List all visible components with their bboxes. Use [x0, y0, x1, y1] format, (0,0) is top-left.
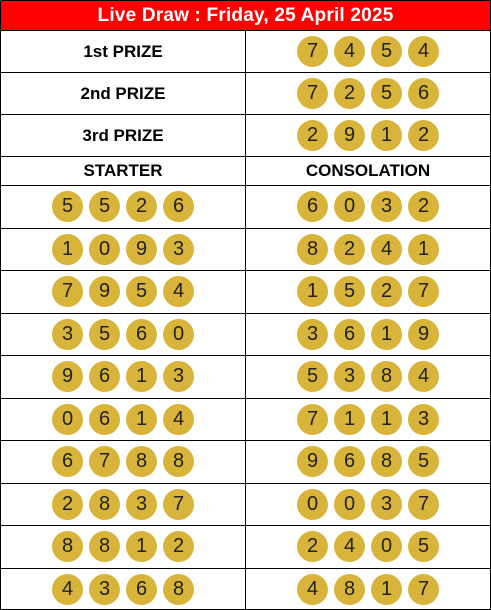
prize-digits: [297, 78, 439, 109]
digit-ball: 2: [334, 234, 365, 265]
digit-ball: 1: [126, 531, 157, 562]
digit-ball: 3: [408, 404, 439, 435]
digit-ball: 2: [297, 120, 328, 151]
result-row: [1, 525, 490, 568]
starter-cell: [1, 229, 246, 271]
digit-ball: 4: [52, 574, 83, 605]
digit-ball: 7: [408, 276, 439, 307]
digit-ball: 8: [89, 489, 120, 520]
starter-cell: [1, 569, 246, 610]
digit-ball: 4: [163, 276, 194, 307]
prize-digits: [297, 120, 439, 151]
digit-ball: 4: [408, 361, 439, 392]
consolation-digits: [297, 276, 439, 307]
digit-ball: 8: [371, 361, 402, 392]
consolation-cell: [246, 569, 490, 610]
digit-ball: 3: [163, 361, 194, 392]
starter-digits: [52, 319, 194, 350]
digit-ball: 1: [126, 404, 157, 435]
digit-ball: 5: [89, 191, 120, 222]
digit-ball: 8: [163, 574, 194, 605]
digit-ball: 5: [297, 361, 328, 392]
consolation-heading: CONSOLATION: [305, 161, 431, 180]
digit-ball: 7: [408, 574, 439, 605]
digit-ball: 2: [408, 191, 439, 222]
digit-ball: 5: [408, 446, 439, 477]
digit-ball: 6: [408, 78, 439, 109]
starter-digits: [52, 234, 194, 265]
result-rows: [1, 185, 490, 610]
digit-ball: 7: [89, 446, 120, 477]
starter-heading: STARTER: [83, 161, 163, 180]
result-row: [1, 568, 490, 610]
starter-cell: [1, 356, 246, 398]
starter-cell: [1, 314, 246, 356]
consolation-cell: [246, 271, 490, 313]
digit-ball: 8: [297, 234, 328, 265]
digit-ball: 8: [52, 531, 83, 562]
digit-ball: 0: [334, 191, 365, 222]
digit-ball: 7: [52, 276, 83, 307]
consolation-cell: [246, 186, 490, 228]
starter-cell: [1, 484, 246, 526]
digit-ball: 3: [371, 191, 402, 222]
digit-ball: 1: [334, 404, 365, 435]
digit-ball: 5: [52, 191, 83, 222]
digit-ball: 9: [334, 120, 365, 151]
digit-ball: 2: [408, 120, 439, 151]
digit-ball: 7: [297, 78, 328, 109]
digit-ball: 9: [408, 319, 439, 350]
digit-ball: 6: [334, 319, 365, 350]
starter-cell: [1, 441, 246, 483]
digit-ball: 5: [126, 276, 157, 307]
consolation-digits: [297, 319, 439, 350]
digit-ball: 0: [52, 404, 83, 435]
result-row: [1, 185, 490, 228]
digit-ball: 2: [371, 276, 402, 307]
consolation-digits: [297, 404, 439, 435]
consolation-digits: [297, 489, 439, 520]
digit-ball: 5: [89, 319, 120, 350]
digit-ball: 8: [126, 446, 157, 477]
digit-ball: 9: [297, 446, 328, 477]
starter-digits: [52, 489, 194, 520]
digit-ball: 3: [52, 319, 83, 350]
result-row: [1, 270, 490, 313]
starter-digits: [52, 404, 194, 435]
digit-ball: 8: [163, 446, 194, 477]
digit-ball: 1: [371, 404, 402, 435]
digit-ball: 3: [126, 489, 157, 520]
digit-ball: 0: [334, 489, 365, 520]
consolation-cell: [246, 484, 490, 526]
prize-label: 2nd PRIZE: [80, 83, 166, 103]
digit-ball: 2: [334, 78, 365, 109]
section-header-row: [1, 156, 490, 185]
consolation-cell: [246, 399, 490, 441]
consolation-digits: [297, 446, 439, 477]
live-draw-title: Live Draw : Friday, 25 April 2025: [1, 1, 490, 30]
digit-ball: 4: [163, 404, 194, 435]
starter-cell: [1, 186, 246, 228]
digit-ball: 6: [52, 446, 83, 477]
digit-ball: 3: [371, 489, 402, 520]
digit-ball: 9: [126, 234, 157, 265]
digit-ball: 6: [126, 574, 157, 605]
digit-ball: 5: [371, 36, 402, 67]
digit-ball: 3: [163, 234, 194, 265]
digit-ball: 5: [408, 531, 439, 562]
prize-row-1st: [1, 30, 490, 72]
starter-digits: [52, 574, 194, 605]
digit-ball: 6: [89, 404, 120, 435]
digit-ball: 5: [334, 276, 365, 307]
digit-ball: 7: [297, 404, 328, 435]
digit-ball: 9: [89, 276, 120, 307]
digit-ball: 2: [297, 531, 328, 562]
starter-digits: [52, 361, 194, 392]
consolation-digits: [297, 531, 439, 562]
digit-ball: 0: [297, 489, 328, 520]
digit-ball: 8: [334, 574, 365, 605]
digit-ball: 1: [408, 234, 439, 265]
digit-ball: 4: [297, 574, 328, 605]
digit-ball: 4: [408, 36, 439, 67]
digit-ball: 1: [297, 276, 328, 307]
digit-ball: 2: [163, 531, 194, 562]
starter-cell: [1, 526, 246, 568]
digit-ball: 1: [371, 574, 402, 605]
digit-ball: 1: [371, 319, 402, 350]
consolation-cell: [246, 229, 490, 271]
digit-ball: 2: [52, 489, 83, 520]
consolation-cell: [246, 526, 490, 568]
consolation-cell: [246, 356, 490, 398]
consolation-cell: [246, 314, 490, 356]
result-row: [1, 228, 490, 271]
starter-cell: [1, 399, 246, 441]
digit-ball: 1: [52, 234, 83, 265]
starter-digits: [52, 446, 194, 477]
result-row: [1, 398, 490, 441]
digit-ball: 3: [334, 361, 365, 392]
digit-ball: 6: [126, 319, 157, 350]
prize-row-3rd: [1, 114, 490, 156]
starter-cell: [1, 271, 246, 313]
digit-ball: 4: [334, 36, 365, 67]
result-row: [1, 355, 490, 398]
digit-ball: 0: [371, 531, 402, 562]
prize-label: 1st PRIZE: [83, 41, 163, 61]
digit-ball: 1: [371, 120, 402, 151]
prize-digits: [297, 36, 439, 67]
digit-ball: 5: [371, 78, 402, 109]
digit-ball: 8: [89, 531, 120, 562]
digit-ball: 7: [408, 489, 439, 520]
result-row: [1, 440, 490, 483]
digit-ball: 6: [89, 361, 120, 392]
prize-row-2nd: [1, 72, 490, 114]
digit-ball: 0: [89, 234, 120, 265]
consolation-digits: [297, 574, 439, 605]
digit-ball: 6: [334, 446, 365, 477]
consolation-digits: [297, 361, 439, 392]
starter-digits: [52, 531, 194, 562]
digit-ball: 7: [163, 489, 194, 520]
digit-ball: 6: [297, 191, 328, 222]
digit-ball: 3: [89, 574, 120, 605]
consolation-cell: [246, 441, 490, 483]
digit-ball: 0: [163, 319, 194, 350]
result-row: [1, 313, 490, 356]
digit-ball: 1: [126, 361, 157, 392]
digit-ball: 4: [334, 531, 365, 562]
digit-ball: 2: [126, 191, 157, 222]
prize-label: 3rd PRIZE: [82, 125, 164, 145]
starter-digits: [52, 276, 194, 307]
digit-ball: 9: [52, 361, 83, 392]
consolation-digits: [297, 234, 439, 265]
digit-ball: 3: [297, 319, 328, 350]
digit-ball: 7: [297, 36, 328, 67]
digit-ball: 8: [371, 446, 402, 477]
result-row: [1, 483, 490, 526]
digit-ball: 4: [371, 234, 402, 265]
starter-digits: [52, 191, 194, 222]
consolation-digits: [297, 191, 439, 222]
digit-ball: 6: [163, 191, 194, 222]
